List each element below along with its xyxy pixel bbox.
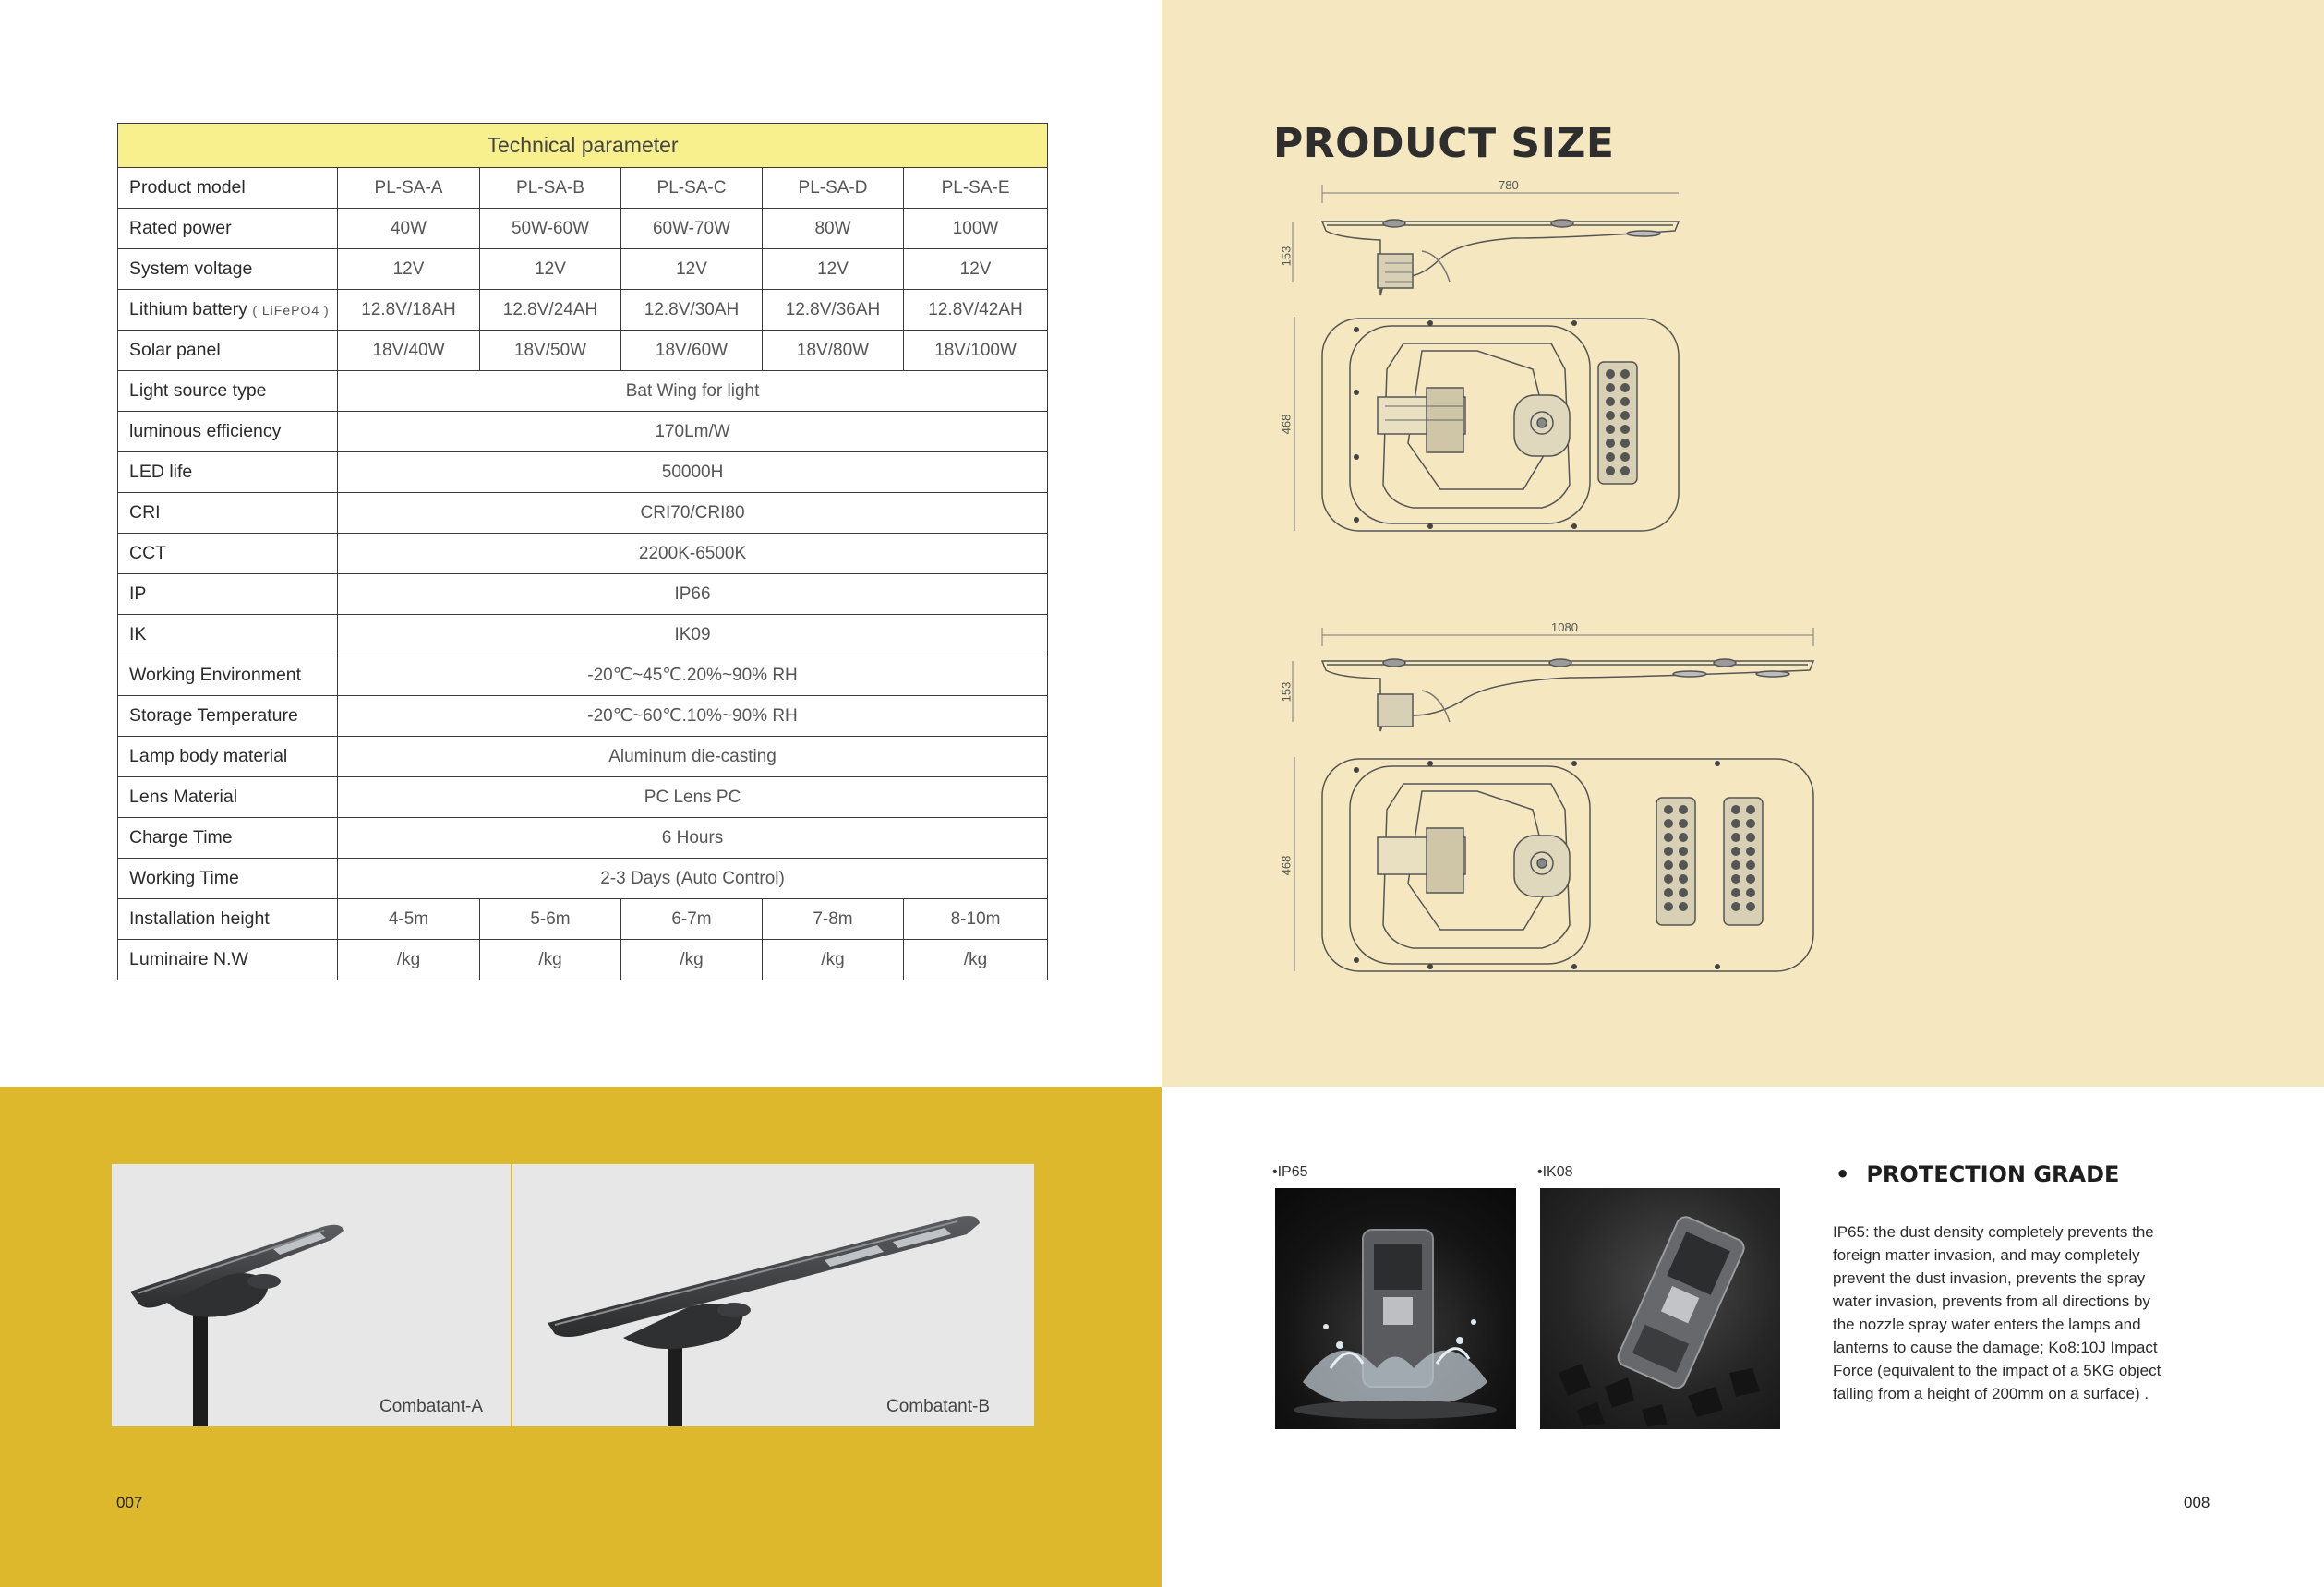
table-cell: /kg xyxy=(338,940,480,980)
lamp-image xyxy=(512,1164,1034,1426)
table-cell: 5-6m xyxy=(480,899,621,940)
table-cell: PL-SA-B xyxy=(480,168,621,209)
table-cell: PL-SA-E xyxy=(904,168,1048,209)
table-cell: CRI70/CRI80 xyxy=(338,493,1048,534)
lamp-image xyxy=(112,1164,511,1426)
row-label: System voltage xyxy=(118,249,338,290)
protection-grade-title-text: PROTECTION GRADE xyxy=(1866,1161,2120,1187)
table-cell: 50W-60W xyxy=(480,209,621,249)
table-cell: 12.8V/30AH xyxy=(621,290,763,331)
table-cell: /kg xyxy=(904,940,1048,980)
combatant-b-caption: Combatant-B xyxy=(886,1397,990,1416)
row-label: LED life xyxy=(118,452,338,493)
table-cell: 80W xyxy=(763,209,904,249)
protection-grade-title xyxy=(1836,1161,2119,1187)
table-cell: 12.8V/36AH xyxy=(763,290,904,331)
table-cell: 8-10m xyxy=(904,899,1048,940)
table-cell: 2200K-6500K xyxy=(338,534,1048,574)
table-cell: PC Lens PC xyxy=(338,777,1048,818)
small-side-height-dimension: 153 xyxy=(1279,246,1294,267)
table-cell: 18V/50W xyxy=(480,331,621,371)
large-width-dimension: 1080 xyxy=(1551,620,1578,634)
row-label: Rated power xyxy=(118,209,338,249)
small-width-dimension: 780 xyxy=(1499,178,1519,192)
row-label: Working Environment xyxy=(118,655,338,696)
row-label: luminous efficiency xyxy=(118,412,338,452)
table-cell: /kg xyxy=(480,940,621,980)
large-side-height-dimension: 153 xyxy=(1279,681,1294,703)
row-label: Lens Material xyxy=(118,777,338,818)
table-cell: 18V/80W xyxy=(763,331,904,371)
table-cell: 12V xyxy=(904,249,1048,290)
table-cell: PL-SA-D xyxy=(763,168,904,209)
row-label-text: Lithium battery xyxy=(129,299,247,319)
ip65-label: •IP65 xyxy=(1272,1164,1308,1180)
row-label: Charge Time xyxy=(118,818,338,859)
table-cell: Bat Wing for light xyxy=(338,371,1048,412)
row-label: CRI xyxy=(118,493,338,534)
table-cell: PL-SA-A xyxy=(338,168,480,209)
table-cell: -20℃~45℃.20%~90% RH xyxy=(338,655,1048,696)
bullet-icon: • xyxy=(1836,1161,1850,1187)
large-lamp-side-view xyxy=(1293,659,1813,731)
combatant-b-photo xyxy=(512,1164,1034,1426)
ik08-impact-image xyxy=(1540,1188,1780,1429)
table-cell: IK09 xyxy=(338,615,1048,655)
large-top-height-dimension: 468 xyxy=(1279,855,1294,876)
combatant-a-photo xyxy=(112,1164,511,1426)
row-label: IK xyxy=(118,615,338,655)
row-label: Storage Temperature xyxy=(118,696,338,737)
page-number-right: 008 xyxy=(2184,1494,2210,1511)
table-cell: 7-8m xyxy=(763,899,904,940)
table-cell: 12V xyxy=(480,249,621,290)
table-cell: 100W xyxy=(904,209,1048,249)
small-lamp-side-view xyxy=(1293,220,1679,295)
table-cell: 12V xyxy=(621,249,763,290)
table-cell: 2-3 Days (Auto Control) xyxy=(338,859,1048,899)
page-number-left: 007 xyxy=(116,1494,143,1511)
table-cell: 170Lm/W xyxy=(338,412,1048,452)
large-lamp-top-view xyxy=(1294,757,1813,971)
row-label: IP xyxy=(118,574,338,615)
table-cell: 12V xyxy=(338,249,480,290)
table-cell: 12.8V/42AH xyxy=(904,290,1048,331)
table-cell: 4-5m xyxy=(338,899,480,940)
row-label: Product model xyxy=(118,168,338,209)
row-label: Light source type xyxy=(118,371,338,412)
table-cell: 18V/60W xyxy=(621,331,763,371)
row-label: Working Time xyxy=(118,859,338,899)
table-cell: Aluminum die-casting xyxy=(338,737,1048,777)
row-label: Installation height xyxy=(118,899,338,940)
row-label: Luminaire N.W xyxy=(118,940,338,980)
table-cell: PL-SA-C xyxy=(621,168,763,209)
table-cell: 18V/100W xyxy=(904,331,1048,371)
table-cell: 12V xyxy=(763,249,904,290)
table-cell: 60W-70W xyxy=(621,209,763,249)
table-cell: 40W xyxy=(338,209,480,249)
ik08-label: •IK08 xyxy=(1537,1164,1573,1180)
row-label-note: ( LiFePO4 ) xyxy=(252,303,330,318)
protection-grade-description: IP65: the dust density completely prevents the foreign matter invasion, and may completely prevent the dust invasion, prevents the spray water invasion, prevents from all directions by the nozzle spray water enters the lamps and lanterns to cause the damage; Ko8:10J Impact Force (equivalent to the impact of a 5KG object falling from a height of 200mm on a surface) . xyxy=(1833,1223,2161,1402)
product-size-title: PRODUCT SIZE xyxy=(1273,120,1615,167)
row-label: CCT xyxy=(118,534,338,574)
ip65-water-image xyxy=(1275,1188,1516,1429)
table-cell: 18V/40W xyxy=(338,331,480,371)
table-cell: /kg xyxy=(621,940,763,980)
table-cell: /kg xyxy=(763,940,904,980)
table-cell: 6-7m xyxy=(621,899,763,940)
table-cell: -20℃~60℃.10%~90% RH xyxy=(338,696,1048,737)
table-cell: 12.8V/24AH xyxy=(480,290,621,331)
table-cell: 50000H xyxy=(338,452,1048,493)
table-cell: IP66 xyxy=(338,574,1048,615)
row-label: Lamp body material xyxy=(118,737,338,777)
table-cell: 6 Hours xyxy=(338,818,1048,859)
table-cell: 12.8V/18AH xyxy=(338,290,480,331)
small-top-height-dimension: 468 xyxy=(1279,414,1294,435)
table-title: Technical parameter xyxy=(118,124,1048,168)
row-label: Solar panel xyxy=(118,331,338,371)
small-lamp-top-view xyxy=(1294,317,1679,531)
combatant-a-caption: Combatant-A xyxy=(379,1397,483,1416)
